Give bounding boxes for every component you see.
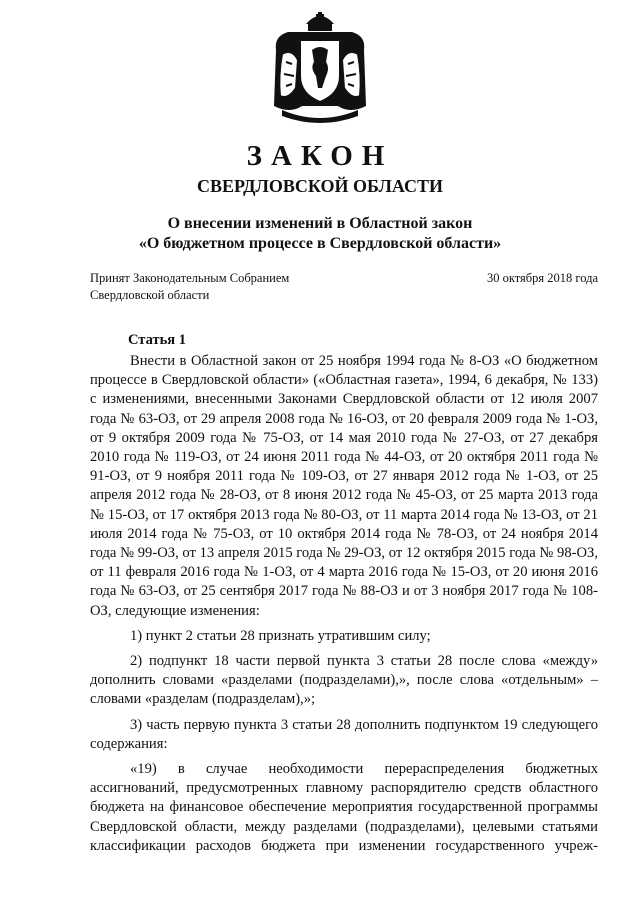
law-subject-line: «О бюджетном процессе в Свердловской области» (138, 235, 502, 252)
article-body (90, 352, 598, 856)
body-paragraph: 1) пункт 2 статьи 28 признать утратившим силу; (130, 627, 431, 644)
law-title: ЗАКОН (246, 140, 394, 172)
region-title: СВЕРДЛОВСКОЙ ОБЛАСТИ (197, 176, 443, 196)
body-paragraph: 3) часть первую пункта 3 статьи 28 дополнить подпунктом 19 следующего содержания: (90, 716, 598, 752)
body-paragraph: Внести в Областной закон от 25 ноября 1994 года № 8-ОЗ «О бюджетном процессе в Свердловской области» («Областная газета», 1994, 6 декабря, № 133) с изменениями, внесенными Законами Свердловской области от 12 июля 2007 года № 63-ОЗ, от 29 апреля 2008 года № 16-ОЗ, от 20 февраля 2009 года № 1-ОЗ, от 9 октября 2009 года № 75-ОЗ, от 14 мая 2010 года № 27-ОЗ, от 27 декабря 2010 года № 119-ОЗ, от 24 июня 2011 года № 44-ОЗ, от 20 октября 2011 года № 91-ОЗ, от 9 ноября 2011 года № 109-ОЗ, от 27 января 2012 года № 1-ОЗ, от 25 апреля 2012 года № 28-ОЗ, от 8 июня 2012 года № 45-ОЗ, от 25 марта 2013 года № 15-ОЗ, от 17 октября 2013 года № 80-ОЗ, от 11 марта 2014 года № 13-ОЗ, от 21 июля 2014 года № 75-ОЗ, от 10 октября 2014 года № 78-ОЗ, от 24 ноября 2014 года № 99-ОЗ, от 13 апреля 2015 года № 29-ОЗ, от 12 октября 2015 года № 98-ОЗ, от 11 февраля 2016 года № 1-ОЗ, от 4 марта 2016 года № 15-ОЗ, от 20 июня 2016 года № 63-ОЗ, от 25 сентября 2017 года № 88-ОЗ и от 3 ноября 2017 года № 108-ОЗ, следующие изменения: (90, 353, 598, 619)
adopted-date: 30 октября 2018 года (486, 271, 598, 285)
coat-of-arms-emblem (262, 10, 378, 130)
body-paragraph: 2) подпункт 18 части первой пункта 3 статьи 28 после слова «между» дополнить словами «разделами (подразделами),», после слова «отдельным» – словами «разделам (подразделам),»; (90, 653, 598, 708)
adopted-by-line: Принят Законодательным Собранием (90, 271, 290, 285)
law-subject-line: О внесении изменений в Областной закон (167, 215, 473, 232)
adopted-by (90, 270, 289, 304)
body-paragraph: «19) в случае необходимости перераспределения бюджетных ассигнований, предусмотренных главному распорядителю средств областного бюджета на финансовое обеспечение мероприятия государственной программы Свердловской области, между разделами (подразделами), целевыми статьями классификации расходов бюджета при изменении государственного учреж- (90, 761, 598, 854)
article-heading: Статья 1 (128, 332, 186, 348)
adopted-by-line: Свердловской области (90, 288, 210, 302)
law-subject (40, 214, 600, 254)
